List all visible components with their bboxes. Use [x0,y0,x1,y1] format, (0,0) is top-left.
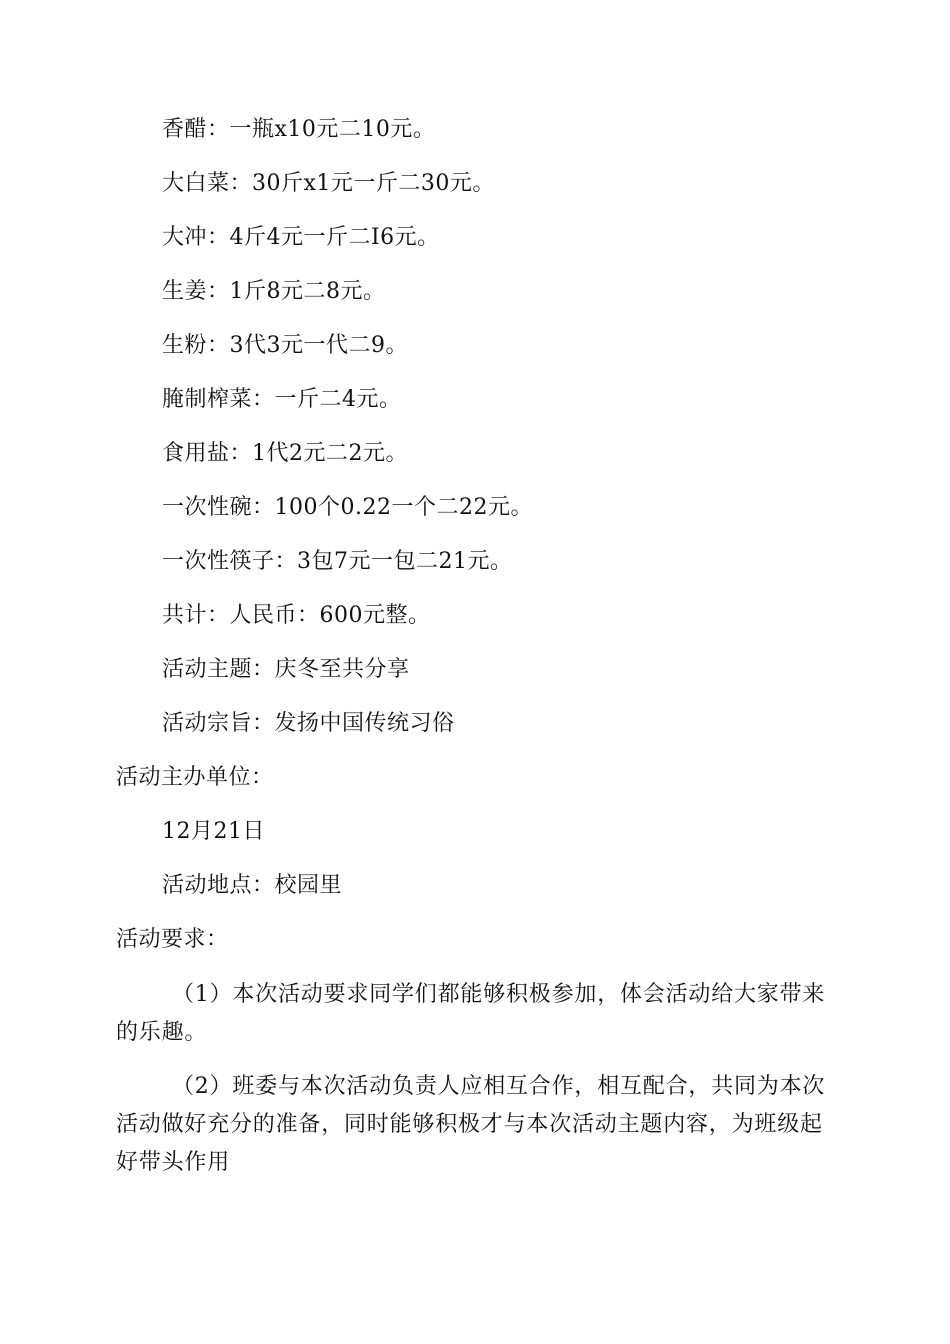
activity-requirements-heading: 活动要求： [116,927,229,952]
total-line: 共计：人民币：600元整。 [162,603,431,628]
item-garlic: 大冲：4斤4元一斤二I6元。 [162,225,440,250]
item-vinegar: 香醋：一瓶x10元二10元。 [162,117,436,142]
item-bowls: 一次性碗：100个0.22一个二22元。 [162,495,533,520]
item-salt: 食用盐：1代2元二2元。 [162,441,408,466]
item-starch: 生粉：3代3元一代二9。 [162,333,408,358]
activity-purpose: 活动宗旨：发扬中国传统习俗 [162,711,455,736]
item-pickles: 腌制榨菜：一斤二4元。 [162,387,402,412]
activity-date: 12月21日 [162,819,265,844]
requirement-paragraph-1: （1）本次活动要求同学们都能够积极参加，体会活动给大家带来的乐趣。 [116,982,826,1045]
item-ginger: 生姜：1斤8元二8元。 [162,279,386,304]
activity-theme: 活动主题：庆冬至共分享 [162,657,410,682]
item-chopsticks: 一次性筷子：3包7元一包二21元。 [162,549,513,574]
item-cabbage: 大白菜：30斤x1元一斤二30元。 [162,171,495,196]
activity-location: 活动地点：校园里 [162,873,343,898]
requirement-paragraph-2: （2）班委与本次活动负责人应相互合作，相互配合，共同为本次活动做好充分的准备，同时能够积极才与本次活动主题内容，为班级起好带头作用 [116,1074,826,1175]
activity-organizer: 活动主办单位： [116,765,274,790]
